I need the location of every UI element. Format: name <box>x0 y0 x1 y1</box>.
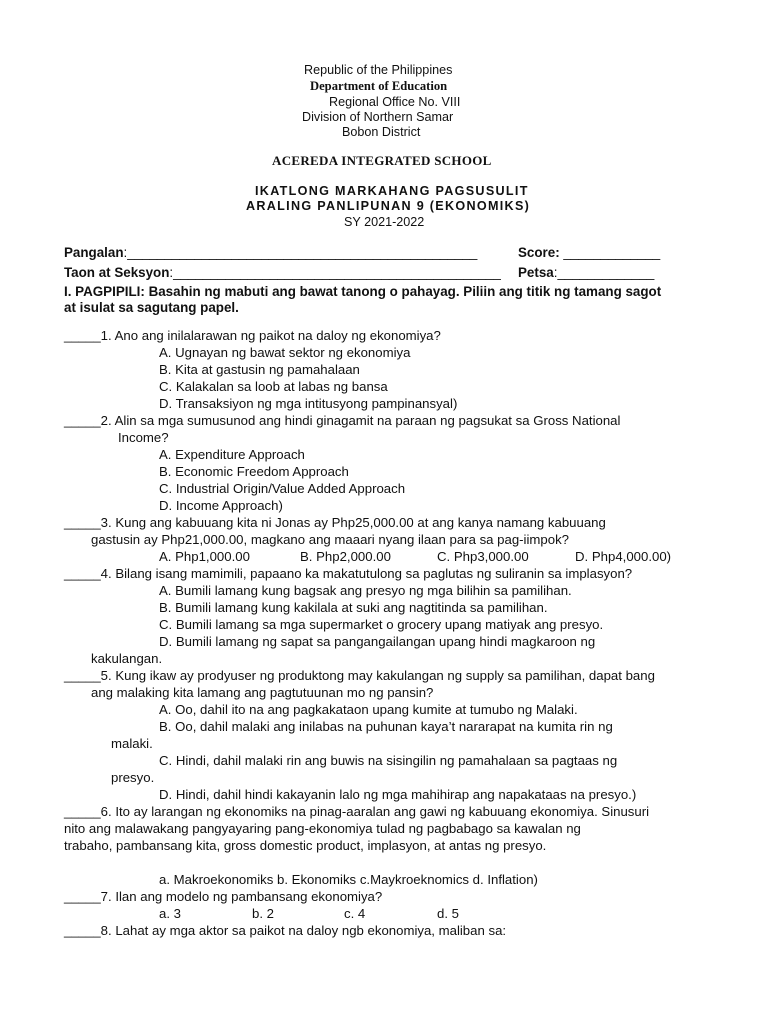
q1-option-b: B. Kita at gastusin ng pamahalaan <box>159 362 360 377</box>
q4-option-d: D. Bumili lamang ng sapat sa pangangailangan upang hindi magkaroon ng <box>159 634 596 649</box>
name-label: Pangalan <box>64 245 124 260</box>
question-2: _____2. Alin sa mga sumusunod ang hindi ginagamit na paraan ng pagsukat sa Gross National <box>64 413 621 428</box>
name-line: :_______________________________________________ <box>123 245 478 260</box>
q2-option-c: C. Industrial Origin/Value Added Approach <box>159 481 406 496</box>
q7-option-b: b. 2 <box>252 906 274 921</box>
q5-option-b-cont: malaki. <box>111 736 153 751</box>
q6-options: a. Makroekonomiks b. Ekonomiks c.Maykroeknomics d. Inflation) <box>159 872 538 887</box>
q7-option-c: c. 4 <box>344 906 366 921</box>
q5-option-b: B. Oo, dahil malaki ang inilabas na puhunan kaya’t nararapat na kumita rin ng <box>159 719 613 734</box>
name-field[interactable] <box>64 245 477 261</box>
question-5: _____5. Kung ikaw ay prodyuser ng produktong may kakulangan ng supply sa pamilihan, dapat bang <box>64 668 655 683</box>
school-year: SY 2021-2022 <box>344 215 425 229</box>
question-1: _____1. Ano ang inilalarawan ng paikot na daloy ng ekonomiya? <box>64 328 441 343</box>
republic-line: Republic of the Philippines <box>304 63 453 77</box>
instructions-line-2: at isulat sa sagutang papel. <box>64 300 239 315</box>
instructions-line-1: I. PAGPIPILI: Basahin ng mabuti ang bawat tanong o pahayag. Piliin ang titik ng tamang sagot <box>64 284 662 299</box>
q2-option-b: B. Economic Freedom Approach <box>159 464 349 479</box>
section-field[interactable] <box>64 265 501 281</box>
question-6: _____6. Ito ay larangan ng ekonomiks na pinag-aaralan ang gawi ng kabuuang ekonomiya. Sinusuri <box>64 804 650 819</box>
district-line: Bobon District <box>342 125 421 139</box>
q5-option-a: A. Oo, dahil ito na ang pagkakataon upang kumite at tumubo ng Malaki. <box>159 702 578 717</box>
school-name: ACEREDA INTEGRATED SCHOOL <box>272 153 492 168</box>
subject-title: ARALING PANLIPUNAN 9 (EKONOMIKS) <box>246 199 531 213</box>
question-7: _____7. Ilan ang modelo ng pambansang ekonomiya? <box>64 889 383 904</box>
q4-option-b: B. Bumili lamang kung kakilala at suki ang nagtitinda sa pamilihan. <box>159 600 548 615</box>
question-8: _____8. Lahat ay mga aktor sa paikot na daloy ngb ekonomiya, maliban sa: <box>64 923 507 938</box>
section-label: Taon at Seksyon <box>64 265 170 280</box>
q1-option-c: C. Kalakalan sa loob at labas ng bansa <box>159 379 388 394</box>
date-field[interactable] <box>518 265 654 281</box>
question-6-cont-2: trabaho, pambansang kita, gross domestic product, implasyon, at antas ng presyo. <box>64 838 547 853</box>
date-label: Petsa <box>518 265 554 280</box>
region-line: Regional Office No. VIII <box>329 95 461 109</box>
q2-option-d: D. Income Approach) <box>159 498 283 513</box>
q4-option-a: A. Bumili lamang kung bagsak ang presyo ng mga bilihin sa pamilihan. <box>159 583 572 598</box>
department-line: Department of Education <box>310 79 448 93</box>
q5-option-d: D. Hindi, dahil hindi kakayanin lalo ng mga mahihirap ang napakataas na presyo.) <box>159 787 637 802</box>
score-field[interactable] <box>518 245 660 261</box>
date-line: :_____________ <box>553 265 655 280</box>
q2-option-a: A. Expenditure Approach <box>159 447 305 462</box>
question-2-cont: Income? <box>118 430 169 445</box>
exam-title: IKATLONG MARKAHANG PAGSUSULIT <box>255 184 529 198</box>
q7-option-d: d. 5 <box>437 906 459 921</box>
question-3-cont: gastusin ay Php21,000.00, magkano ang maaari nyang ilaan para sa pag-iimpok? <box>91 532 569 547</box>
score-label: Score: <box>518 245 564 260</box>
q5-option-c-cont: presyo. <box>111 770 155 785</box>
q3-option-b: B. Php2,000.00 <box>300 549 391 564</box>
q1-option-a: A. Ugnayan ng bawat sektor ng ekonomiya <box>159 345 411 360</box>
question-4: _____4. Bilang isang mamimili, papaano ka makatutulong sa paglutas ng suliranin sa implasyon? <box>64 566 633 581</box>
question-6-cont-1: nito ang malawakang pangyayaring pang-ekonomiya tulad ng pagbabago sa kawalan ng <box>64 821 581 836</box>
q5-option-c: C. Hindi, dahil malaki rin ang buwis na sisingilin ng pamahalaan sa pagtaas ng <box>159 753 618 768</box>
q1-option-d: D. Transaksiyon ng mga intitusyong pampinansyal) <box>159 396 458 411</box>
section-line: :____________________________________________ <box>169 265 501 280</box>
q3-option-d: D. Php4,000.00) <box>575 549 672 564</box>
q3-option-a: A. Php1,000.00 <box>159 549 250 564</box>
q7-option-a: a. 3 <box>159 906 181 921</box>
question-5-cont: ang malaking kita lamang ang pagtutuunan mo ng pansin? <box>91 685 434 700</box>
q3-option-c: C. Php3,000.00 <box>437 549 529 564</box>
score-line: _____________ <box>563 245 661 260</box>
question-3: _____3. Kung ang kabuuang kita ni Jonas ay Php25,000.00 at ang kanya namang kabuuang <box>64 515 606 530</box>
q4-option-d-cont: kakulangan. <box>91 651 163 666</box>
q4-option-c: C. Bumili lamang sa mga supermarket o grocery upang matiyak ang presyo. <box>159 617 604 632</box>
division-line: Division of Northern Samar <box>302 110 454 124</box>
